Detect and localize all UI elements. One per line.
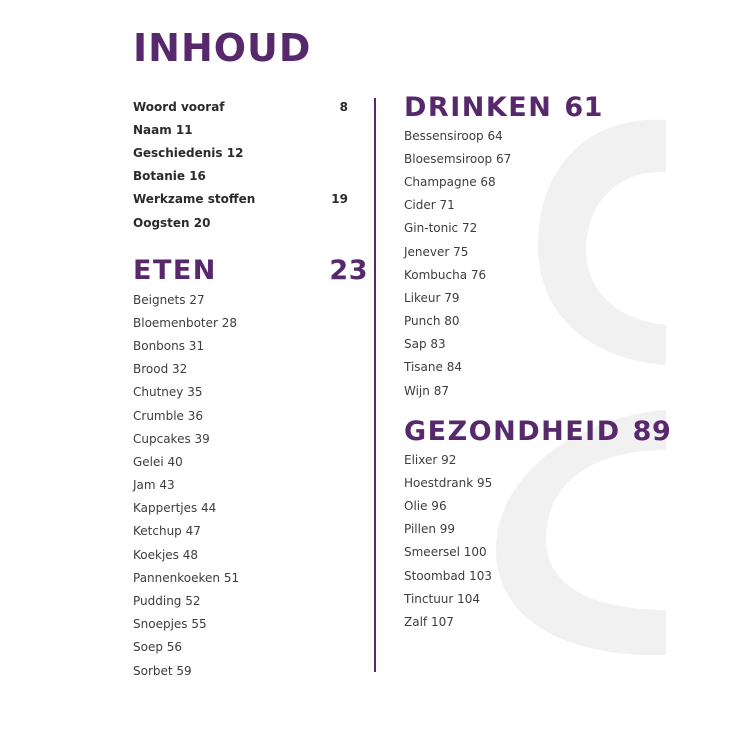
section-heading [404,90,684,124]
intro-item-label: Werkzame stoffen [133,192,256,207]
intro-item-page: 8 [339,99,348,114]
list-item: Zalf 107 [404,614,454,629]
list-item: Hoestdrank 95 [404,475,493,490]
section-heading-label: ETEN [133,254,217,286]
list-item: Jam 43 [133,478,175,493]
list-item: Wijn 87 [404,383,449,398]
section-heading-page: 23 [329,254,368,286]
section-heading-page: 89 [632,415,672,447]
intro-item-oogsten [133,211,348,234]
list-item: Smeersel 100 [404,545,487,560]
column-divider [374,98,376,672]
intro-item-label: Geschiedenis 12 [133,145,244,160]
intro-item-geschiedenis [133,141,348,164]
list-item: Cider 71 [404,198,455,213]
list-item: Bloemenboter 28 [133,315,238,330]
intro-item-werkzame-stoffen [133,188,348,211]
list-item: Bloesemsiroop 67 [404,151,512,166]
intro-item-naam [133,118,348,141]
section-heading-page: 61 [564,91,603,123]
section-drinken [404,90,684,402]
list-item: Jenever 75 [404,244,469,259]
list-item: Brood 32 [133,362,188,377]
intro-item-label: Botanie 16 [133,169,206,184]
list-item: Champagne 68 [404,174,496,189]
list-item: Bonbons 31 [133,338,205,353]
list-item: Bessensiroop 64 [404,128,503,143]
list-item: Pudding 52 [133,594,201,609]
list-item: Kappertjes 44 [133,501,217,516]
intro-item-label: Oogsten 20 [133,215,211,230]
section-heading-label: GEZONDHEID [404,415,621,447]
list-item: Punch 80 [404,314,460,329]
list-item: Stoombad 103 [404,568,493,583]
list-item: Soep 56 [133,640,183,655]
list-item: Pannenkoeken 51 [133,570,240,585]
list-item: Tisane 84 [404,360,462,375]
list-item: Gelei 40 [133,454,183,469]
section-eten [133,252,368,682]
intro-item-label: Woord vooraf [133,99,225,114]
section-heading [404,414,684,448]
list-item: Crumble 36 [133,408,204,423]
eten-list [133,288,368,682]
intro-list [133,95,348,234]
list-item: Elixer 92 [404,452,457,467]
gezondheid-list [404,448,684,634]
intro-item-page: 19 [331,192,348,207]
list-item: Kombucha 76 [404,267,487,282]
list-item: Chutney 35 [133,385,203,400]
intro-item-botanie [133,165,348,188]
list-item: Sap 83 [404,337,446,352]
section-heading-label: DRINKEN [404,91,553,123]
list-item: Gin-tonic 72 [404,221,478,236]
list-item: Likeur 79 [404,290,460,305]
list-item: Pillen 99 [404,522,456,537]
list-item: Ketchup 47 [133,524,201,539]
list-item: Cupcakes 39 [133,431,210,446]
list-item: Koekjes 48 [133,547,198,562]
list-item: Olie 96 [404,498,447,513]
intro-item-label: Naam 11 [133,122,193,137]
intro-item-woord-vooraf [133,95,348,118]
section-heading [133,252,368,288]
drinken-list [404,124,684,402]
page-title: INHOUD [133,26,312,70]
section-gezondheid [404,414,684,634]
list-item: Tinctuur 104 [404,591,481,606]
list-item: Beignets 27 [133,292,205,307]
list-item: Sorbet 59 [133,663,192,678]
list-item: Snoepjes 55 [133,617,207,632]
